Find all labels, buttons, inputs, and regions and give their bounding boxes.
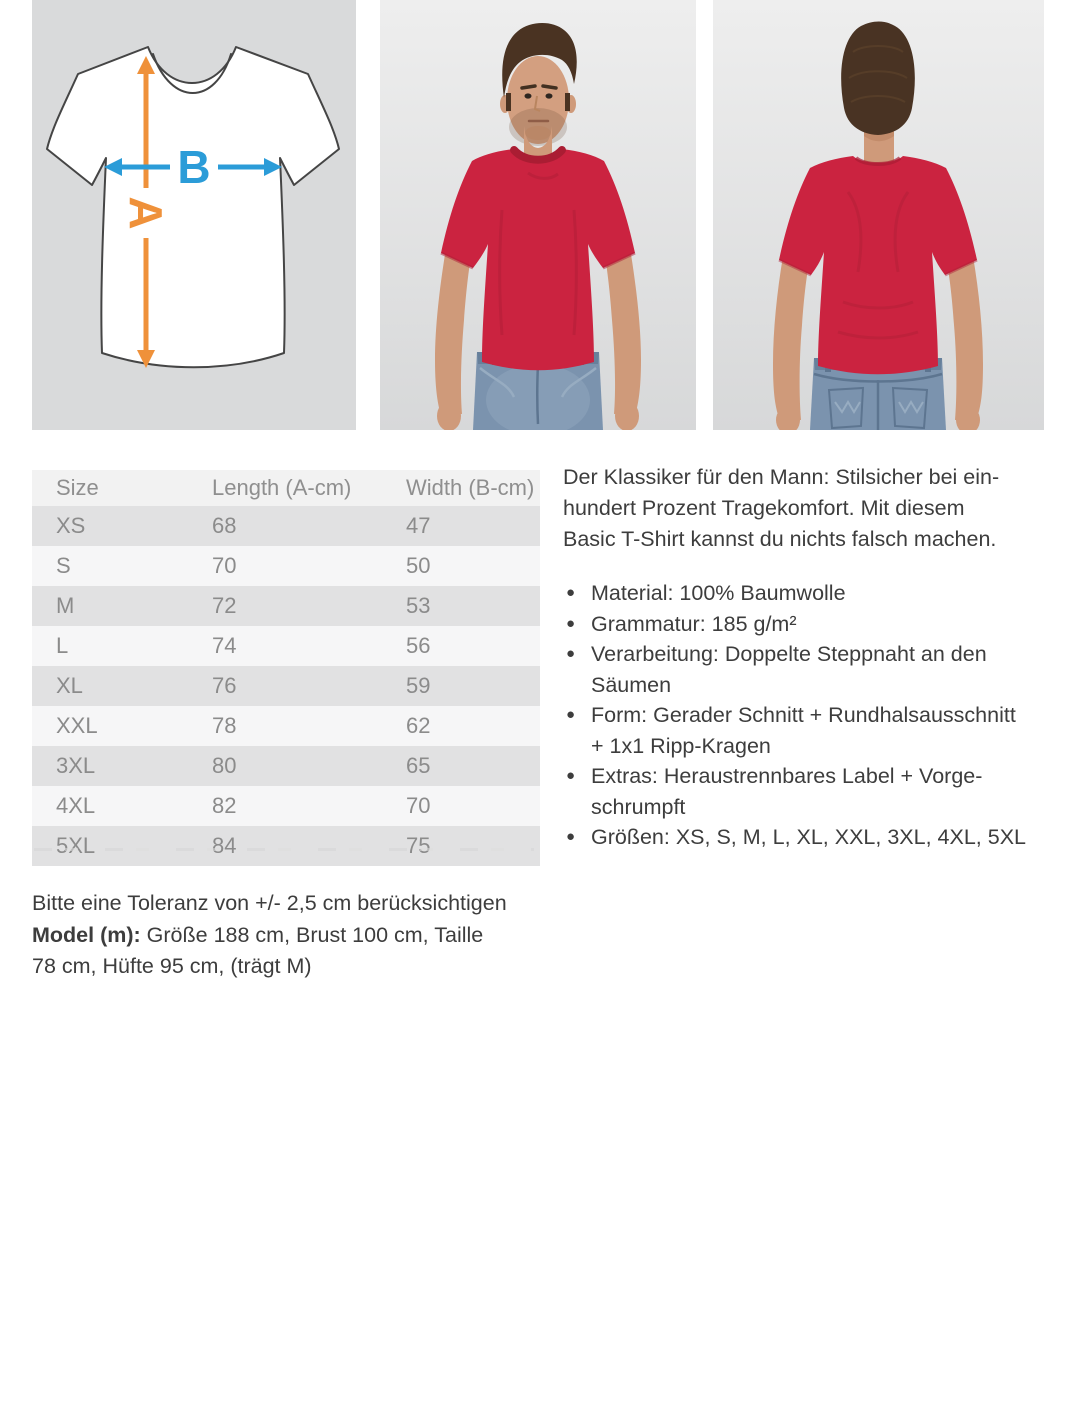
feature-item-grammatur (563, 609, 1041, 640)
feature-item-form (563, 700, 1041, 761)
product-description (563, 462, 1041, 853)
cell-width: 70 (405, 786, 540, 826)
cell-size: 5XL (32, 826, 211, 866)
table-row (32, 826, 540, 866)
bullet-icon: ● (566, 706, 576, 723)
neck-shadow (525, 126, 551, 140)
cell-length: 74 (211, 626, 405, 666)
feature-item-groessen (563, 822, 1041, 853)
intro-line: hundert Prozent Tragekomfort. Mit diesem (563, 496, 965, 520)
cell-width: 56 (405, 626, 540, 666)
feature-item-material (563, 578, 1041, 609)
cell-size: XS (32, 506, 211, 546)
width-label-b: B (177, 141, 211, 193)
cell-length: 72 (211, 586, 405, 626)
feature-text: Extras: Heraustrennbares Label + Vorge- (591, 764, 983, 788)
model-back-svg (713, 0, 1044, 430)
cell-width: 65 (405, 746, 540, 786)
table-row (32, 626, 540, 666)
model-info-line1 (32, 920, 554, 952)
cell-length: 80 (211, 746, 405, 786)
cell-size: L (32, 626, 211, 666)
cell-size: 3XL (32, 746, 211, 786)
right-eye (546, 93, 553, 98)
bullet-icon: ● (566, 584, 576, 601)
cell-size: 4XL (32, 786, 211, 826)
table-row (32, 586, 540, 626)
cell-length: 70 (211, 546, 405, 586)
table-row (32, 546, 540, 586)
measurement-diagram-svg (32, 0, 356, 430)
table-row (32, 786, 540, 826)
intro-line: Der Klassiker für den Mann: Stilsicher bei ein- (563, 465, 1000, 489)
model-info-line2: 78 cm, Hüfte 95 cm, (trägt M) (32, 954, 312, 978)
table-row (32, 746, 540, 786)
feature-text: + 1x1 Ripp-Kragen (591, 733, 771, 758)
cell-width: 53 (405, 586, 540, 626)
cell-size: XL (32, 666, 211, 706)
cell-width: 62 (405, 706, 540, 746)
bullet-icon: ● (566, 767, 576, 784)
feature-text: Säumen (591, 672, 672, 697)
cell-length: 76 (211, 666, 405, 706)
feature-text: Grammatur: 185 g/m² (591, 611, 797, 636)
bullet-icon: ● (566, 828, 576, 845)
tshirt-measurement-diagram (32, 0, 356, 430)
cell-length: 68 (211, 506, 405, 546)
cell-size: M (32, 586, 211, 626)
cell-length: 78 (211, 706, 405, 746)
feature-text: schrumpft (591, 794, 686, 819)
column-header-size: Size (32, 470, 211, 506)
bullet-icon: ● (566, 614, 576, 632)
left-eye (525, 93, 532, 98)
cell-width: 75 (405, 826, 540, 866)
cell-size: XXL (32, 706, 211, 746)
model-back-photo (713, 0, 1044, 430)
tolerance-note: Bitte eine Toleranz von +/- 2,5 cm berücksichtigen (32, 891, 507, 915)
feature-item-verarbeitung (563, 639, 1041, 700)
table-row (32, 706, 540, 746)
feature-text: Verarbeitung: Doppelte Steppnaht an den (591, 642, 987, 666)
model-front-svg (380, 0, 696, 430)
cell-size: S (32, 546, 211, 586)
size-chart-table (32, 470, 540, 866)
clipped-text-remnant (34, 847, 534, 852)
feature-text: Größen: XS, S, M, L, XL, XXL, 3XL, 4XL, 5XL (591, 825, 1026, 849)
right-sideburn (565, 93, 570, 111)
left-back-pocket (829, 388, 863, 428)
left-sideburn (506, 93, 511, 111)
bullet-icon: ● (566, 645, 576, 662)
description-intro (563, 462, 1041, 555)
length-label-a: A (120, 196, 172, 230)
feature-list (563, 578, 1041, 853)
table-row (32, 506, 540, 546)
size-chart-header-row (32, 470, 540, 506)
right-back-pocket (893, 388, 927, 428)
cell-width: 50 (405, 546, 540, 586)
feature-text: Material: 100% Baumwolle (591, 581, 846, 605)
model-front-photo (380, 0, 696, 430)
measurement-notes (32, 888, 554, 983)
table-row (32, 666, 540, 706)
cell-width: 59 (405, 666, 540, 706)
feature-item-extras (563, 761, 1041, 822)
column-header-width: Width (B-cm) (405, 470, 540, 506)
column-header-length: Length (A-cm) (211, 470, 405, 506)
cell-width: 47 (405, 506, 540, 546)
model-label: Model (m): (32, 922, 141, 947)
cell-length: 82 (211, 786, 405, 826)
hair-back (841, 22, 915, 136)
feature-text: Form: Gerader Schnitt + Rundhalsausschnitt (591, 703, 1016, 727)
cell-length: 84 (211, 826, 405, 866)
intro-line: Basic T-Shirt kannst du nichts falsch machen. (563, 527, 997, 551)
model-measurements: Größe 188 cm, Brust 100 cm, Taille (140, 922, 484, 947)
